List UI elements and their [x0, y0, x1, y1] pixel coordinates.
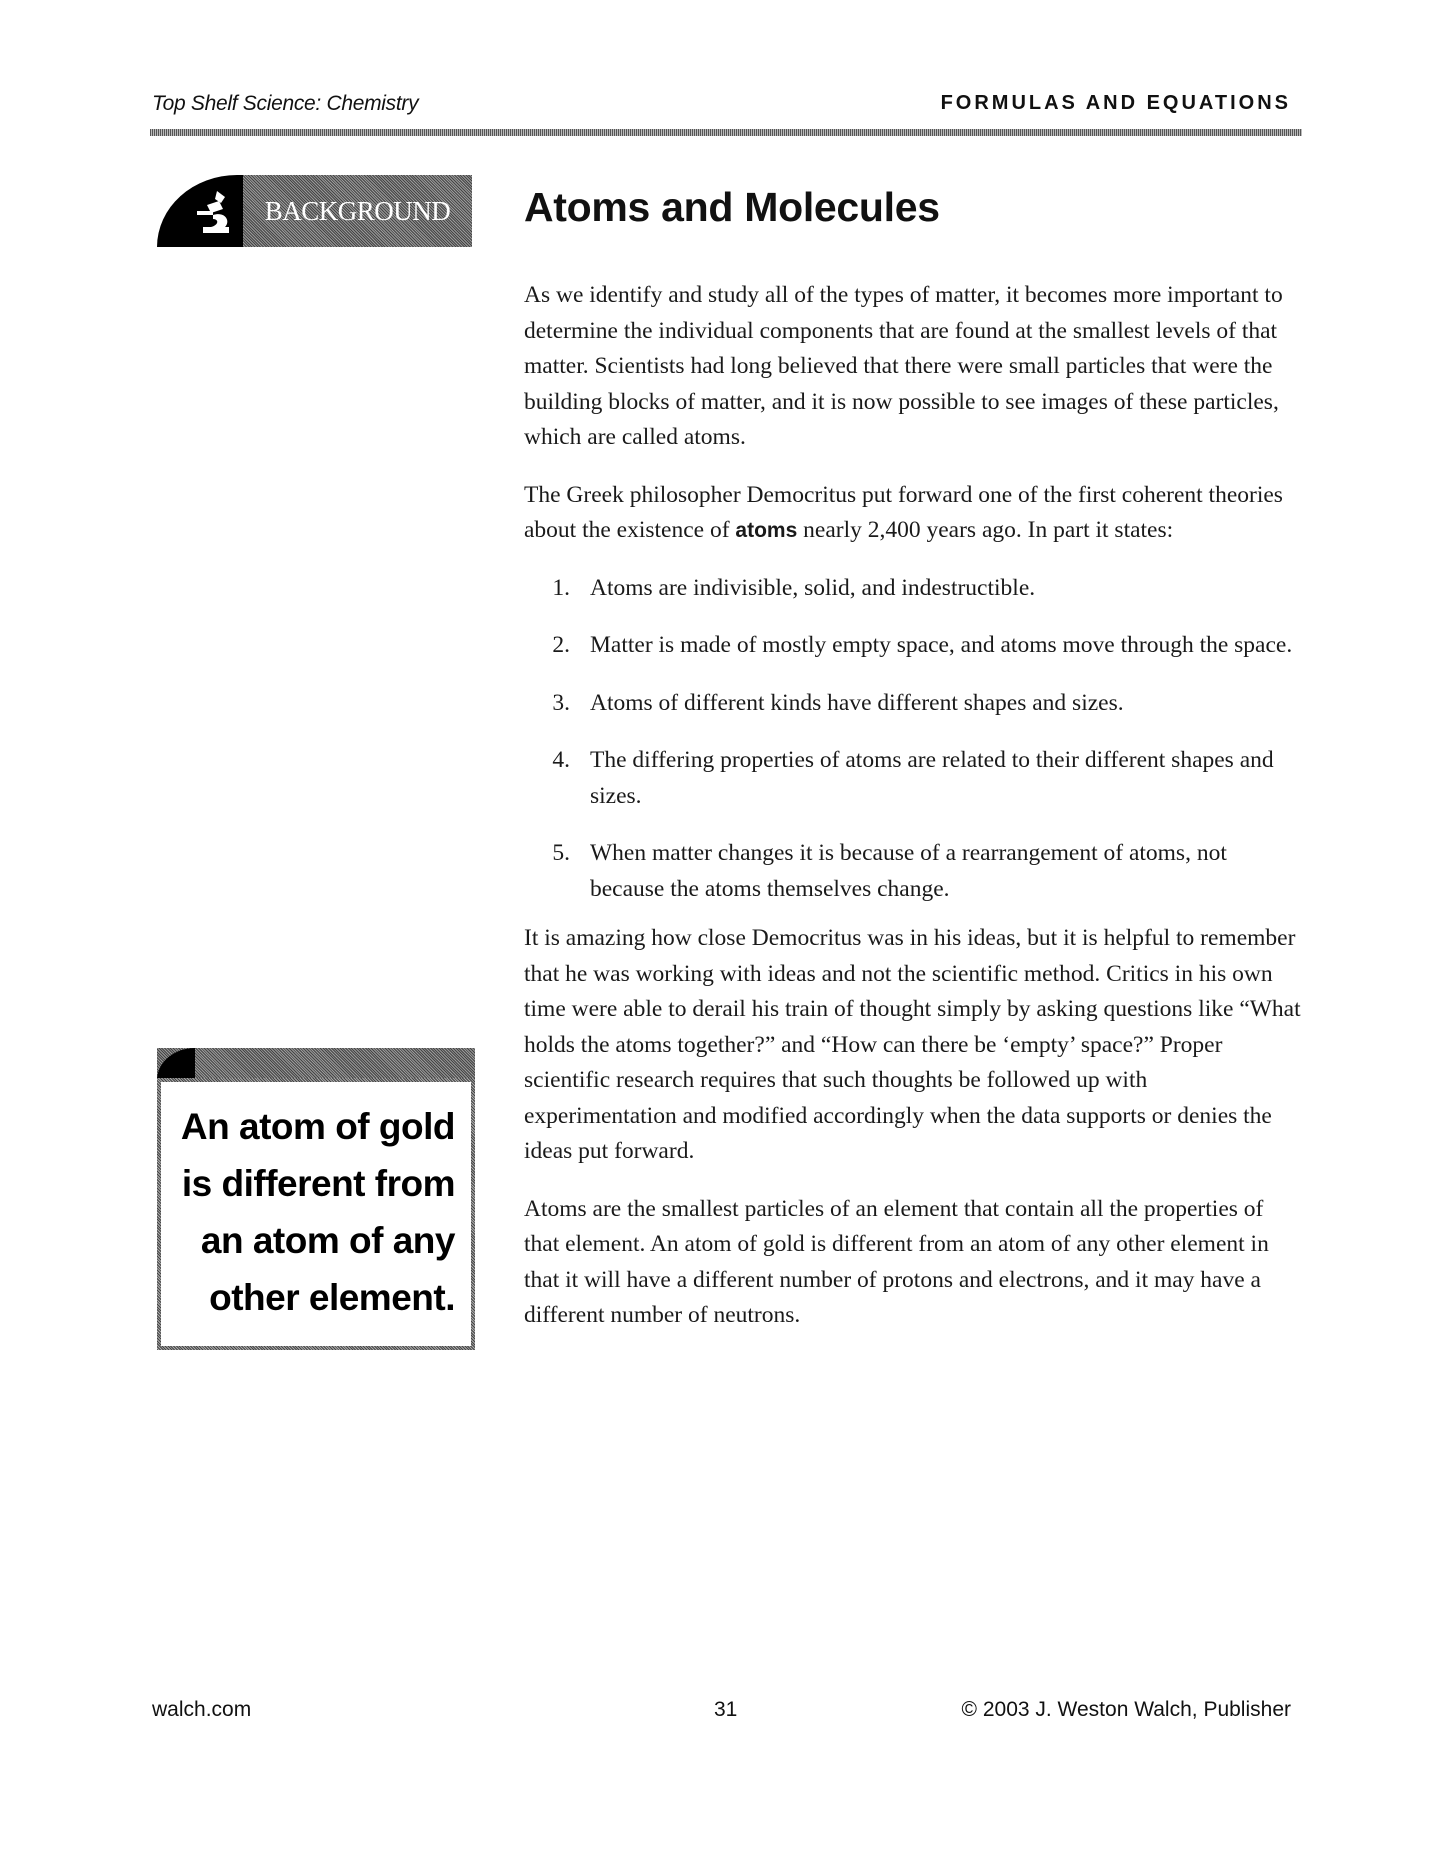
list-number: 3.	[552, 689, 570, 716]
list-text: When matter changes it is because of a rearrangement of atoms, not because the atoms themselves change.	[590, 840, 1227, 902]
paragraph-text: The Greek philosopher Democritus put forward one of the first coherent theories about the existence of	[524, 481, 1283, 543]
pull-quote-text	[165, 1098, 455, 1326]
paragraph-critics: It is amazing how close Democritus was in his ideas, but it is helpful to remember that he was working with ideas and not the scientific method. Critics in his own time were able to derail his train of thought simply by asking questions like “What holds the atoms together?” and “How can there be ‘empty’ space?” Proper scientific research requires that such thoughts be followed up with experimentation and modified accordingly when the data supports or denies the ideas put forward.	[524, 925, 1301, 1164]
paragraph-democritus	[524, 478, 1304, 549]
pull-quote-top-bar	[157, 1048, 475, 1078]
list-number: 4.	[552, 747, 570, 773]
tab-label: BACKGROUND	[264, 195, 451, 226]
article-title: Atoms and Molecules	[524, 184, 940, 230]
pull-quote-line: an atom of any	[200, 1220, 455, 1261]
list-number: 2.	[552, 632, 570, 658]
microscope-icon	[195, 189, 235, 235]
header-divider	[150, 129, 1302, 136]
pull-quote-line: other element.	[209, 1277, 455, 1318]
list-item	[524, 628, 1304, 664]
paragraph-text: nearly 2,400 years ago. In part it states:	[797, 517, 1174, 543]
list-text: Atoms of different kinds have different shapes and sizes.	[590, 689, 1124, 716]
pull-quote-line: is different from	[181, 1163, 455, 1204]
article-body	[524, 278, 1304, 1356]
list-text: Atoms are indivisible, solid, and indestructible.	[590, 574, 1036, 601]
list-item	[524, 686, 1304, 722]
section-title: FORMULAS AND EQUATIONS	[940, 92, 1291, 114]
pull-quote-box	[157, 1048, 475, 1350]
democritus-points-list	[524, 571, 1304, 908]
page-number: 31	[714, 1698, 738, 1721]
tab-label-bar	[243, 175, 472, 247]
list-text: Matter is made of mostly empty space, and atoms move through the space.	[590, 632, 1293, 658]
list-number: 1.	[552, 574, 570, 601]
list-item	[524, 571, 1304, 607]
paragraph-atoms-definition: Atoms are the smallest particles of an element that contain all the properties of that element. An atom of gold is different from an atom of any other element in that it will have a different number of protons and electrons, and it may have a different number of neutrons.	[524, 1195, 1269, 1328]
list-item	[524, 743, 1304, 814]
bold-term-atoms: atoms	[735, 519, 798, 542]
pull-quote-line: An atom of gold	[180, 1106, 455, 1147]
list-item	[524, 836, 1304, 907]
footer-website: walch.com	[152, 1698, 252, 1721]
list-number: 5.	[552, 840, 570, 866]
book-title: Top Shelf Science: Chemistry	[152, 92, 419, 115]
list-text: The differing properties of atoms are related to their different shapes and sizes.	[590, 747, 1274, 809]
background-tab	[157, 175, 472, 247]
paragraph-intro: As we identify and study all of the types of matter, it becomes more important to determine the individual components that are found at the smallest levels of that matter. Scientists had long believed that there were small particles that were the building blocks of matter, and it is now possible to see images of these particles, which are called atoms.	[524, 282, 1283, 450]
footer-copyright: © 2003 J. Weston Walch, Publisher	[961, 1698, 1291, 1721]
